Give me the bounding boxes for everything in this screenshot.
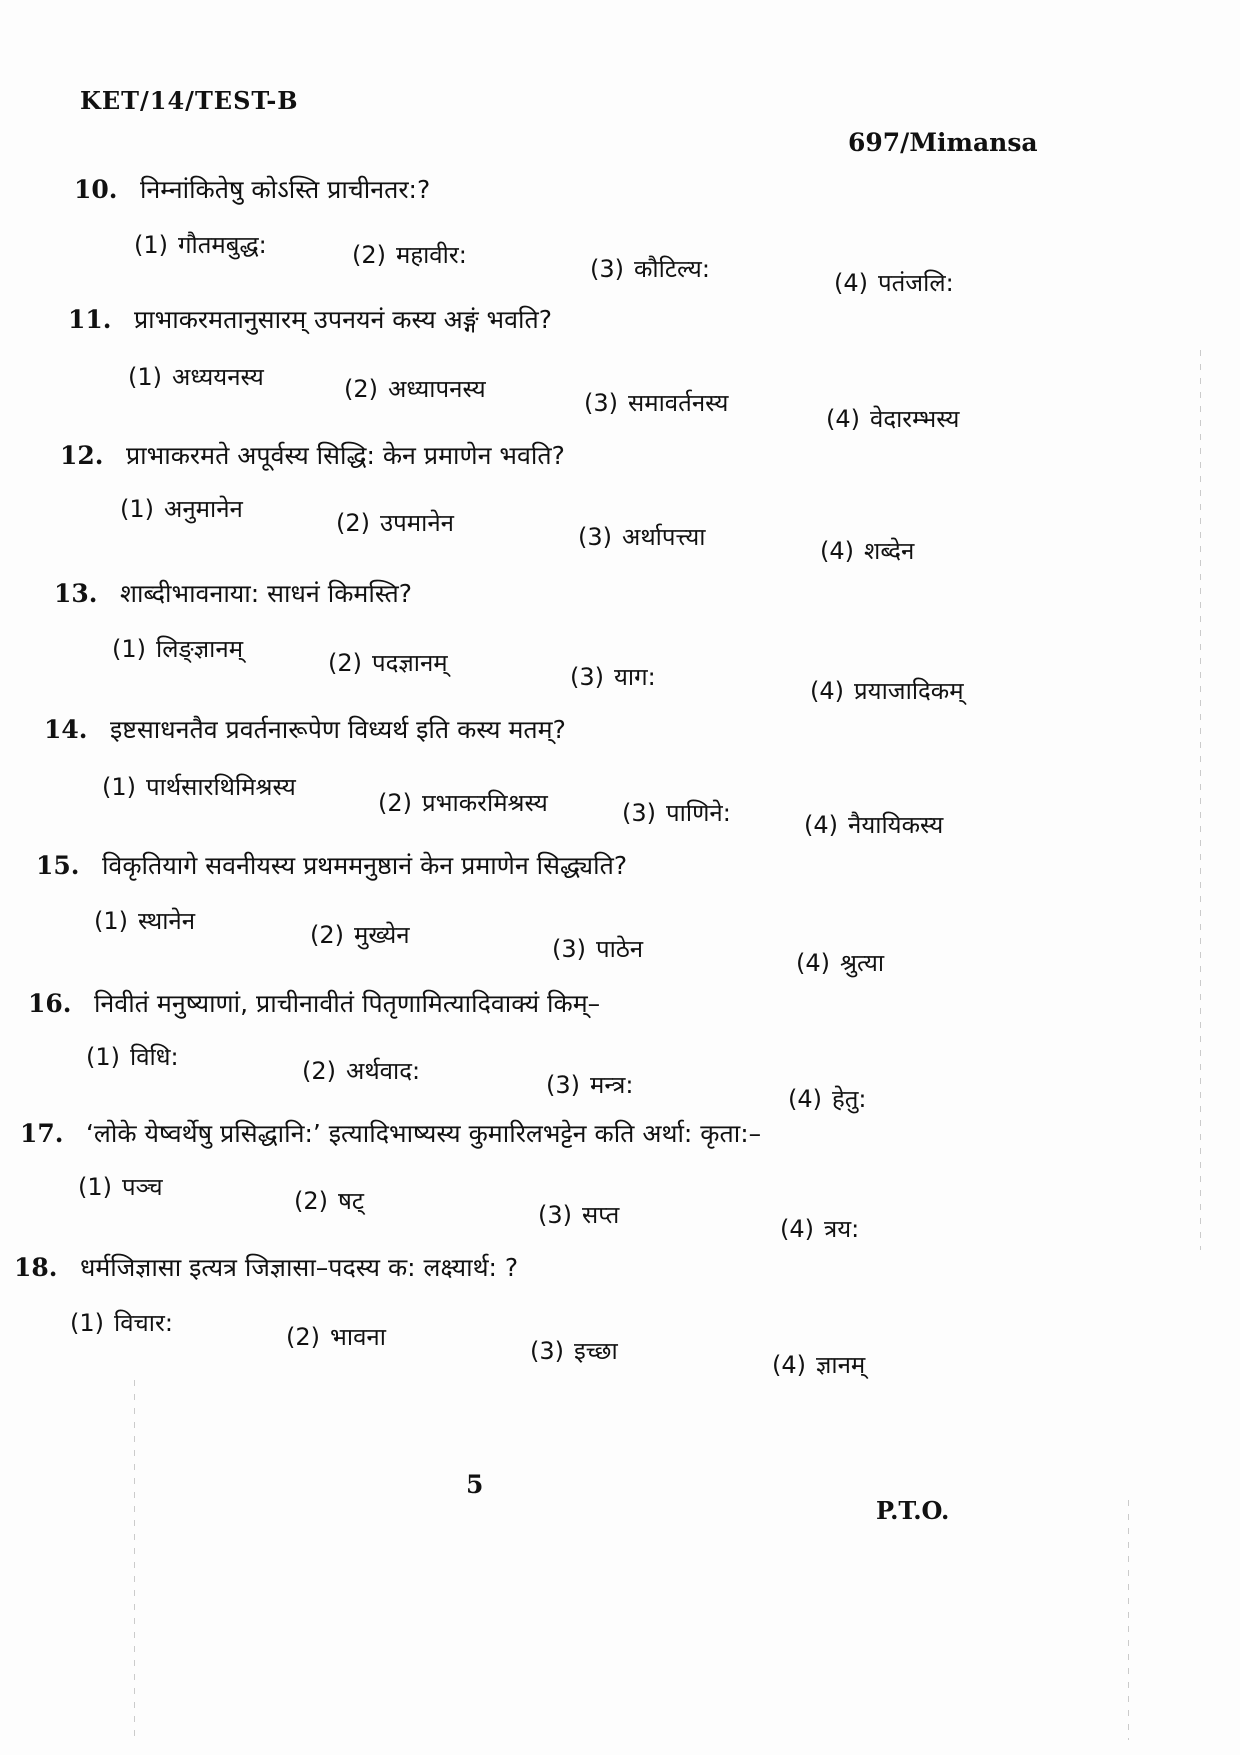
scan-artifact-line — [1200, 350, 1201, 1250]
option-3: (3) अर्थापत्त्या — [578, 523, 706, 551]
option-3: (3) पाठेन — [552, 935, 644, 963]
option-3: (3) पाणिने: — [622, 799, 731, 827]
option-3: (3) मन्त्र: — [546, 1071, 634, 1099]
option-4: (4) त्रय: — [780, 1215, 860, 1243]
question-text: निवीतं मनुष्याणां, प्राचीनावीतं पितृणामित्यादिवाक्यं किम्– — [93, 989, 601, 1018]
question-18 — [14, 1250, 518, 1284]
option-3: (3) समावर्तनस्य — [584, 389, 729, 417]
question-number: 13. — [54, 579, 98, 608]
option-1: (1) गौतमबुद्ध: — [134, 231, 267, 259]
option-2: (2) मुख्येन — [310, 921, 410, 949]
question-number: 10. — [74, 175, 118, 204]
question-text: प्राभाकरमते अपूर्वस्य सिद्धि: केन प्रमाणेन भवति? — [125, 441, 565, 470]
option-1: (1) अनुमानेन — [120, 495, 243, 523]
question-text: निम्नांकितेषु कोऽस्ति प्राचीनतर:? — [139, 175, 431, 204]
question-number: 18. — [14, 1253, 58, 1282]
question-number: 15. — [36, 851, 80, 880]
option-2: (2) भावना — [286, 1323, 386, 1351]
question-text: इष्टसाधनतैव प्रवर्तनारूपेण विध्यर्थ इति कस्य मतम्? — [109, 715, 566, 744]
question-13 — [54, 576, 412, 610]
question-14 — [44, 712, 566, 746]
option-4: (4) नैयायिकस्य — [804, 811, 944, 839]
question-10 — [74, 172, 430, 206]
question-text: धर्मजिज्ञासा इत्यत्र जिज्ञासा–पदस्य क: लक्ष्यार्थ: ? — [79, 1253, 519, 1282]
option-1: (1) विचार: — [70, 1309, 173, 1337]
option-4: (4) शब्देन — [820, 537, 915, 565]
option-4: (4) श्रुत्या — [796, 949, 885, 977]
option-1: (1) पार्थसारथिमिश्रस्य — [102, 773, 296, 801]
option-4: (4) ज्ञानम् — [772, 1351, 866, 1379]
scan-artifact-line — [1128, 1500, 1129, 1740]
option-2: (2) षट् — [294, 1187, 364, 1215]
subject-code: 697/Mimansa — [848, 128, 1038, 157]
option-4: (4) पतंजलि: — [834, 269, 954, 297]
question-number: 12. — [60, 441, 104, 470]
question-number: 14. — [44, 715, 88, 744]
scan-artifact-line — [134, 1380, 135, 1740]
option-2: (2) प्रभाकरमिश्रस्य — [378, 789, 548, 817]
option-1: (1) स्थानेन — [94, 907, 196, 935]
question-11 — [68, 302, 552, 336]
question-number: 16. — [28, 989, 72, 1018]
question-text: प्राभाकरमतानुसारम् उपनयनं कस्य अङ्गं भवति? — [133, 305, 552, 334]
option-4: (4) वेदारम्भस्य — [826, 405, 960, 433]
option-1: (1) विधि: — [86, 1043, 179, 1071]
option-2: (2) अध्यापनस्य — [344, 375, 486, 403]
option-1: (1) पञ्च — [78, 1173, 163, 1201]
question-text: विकृतियागे सवनीयस्य प्रथममनुष्ठानं केन प्रमाणेन सिद्ध्यति? — [101, 851, 628, 880]
option-3: (3) याग: — [570, 663, 656, 691]
option-3: (3) कौटिल्य: — [590, 255, 710, 283]
option-2: (2) अर्थवाद: — [302, 1057, 421, 1085]
page-number: 5 — [466, 1470, 484, 1499]
question-12 — [60, 438, 565, 472]
question-text: शाब्दीभावनाया: साधनं किमस्ति? — [119, 579, 413, 608]
question-15 — [36, 848, 627, 882]
question-17 — [20, 1116, 761, 1150]
option-4: (4) प्रयाजादिकम् — [810, 677, 964, 705]
question-number: 17. — [20, 1119, 64, 1148]
question-text: ‘लोके येष्वर्थेषु प्रसिद्धानि:’ इत्यादिभाष्यस्य कुमारिलभट्टेन कति अर्था: कृता:– — [85, 1119, 762, 1148]
option-3: (3) सप्त — [538, 1201, 620, 1229]
pto-label: P.T.O. — [876, 1496, 950, 1525]
option-2: (2) पदज्ञानम् — [328, 649, 448, 677]
option-1: (1) अध्ययनस्य — [128, 363, 264, 391]
option-1: (1) लिङ्ज्ञानम् — [112, 635, 244, 663]
option-2: (2) महावीर: — [352, 241, 467, 269]
question-16 — [28, 986, 600, 1020]
option-2: (2) उपमानेन — [336, 509, 454, 537]
exam-code: KET/14/TEST-B — [80, 86, 299, 115]
option-3: (3) इच्छा — [530, 1337, 618, 1365]
option-4: (4) हेतु: — [788, 1085, 867, 1113]
question-number: 11. — [68, 305, 112, 334]
